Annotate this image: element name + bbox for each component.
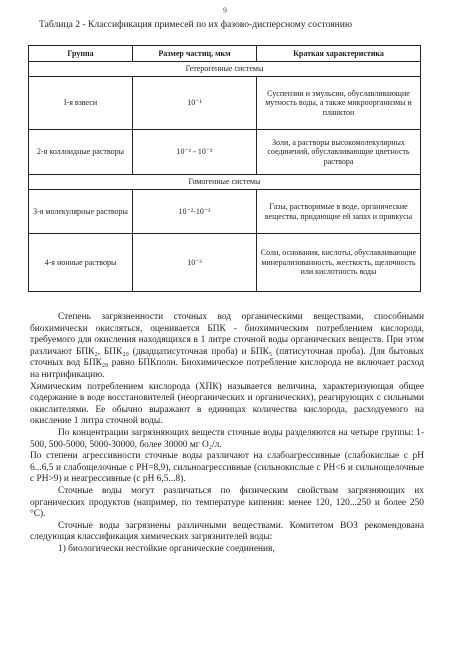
paragraph: Сточные воды могут различаться по физическим свойствам загрязняющих их органических продуктов (например, по температуре кипения: менее 120, 120...250 и более 250 °С). — [30, 485, 424, 520]
table-row — [29, 130, 421, 175]
table-caption: Таблица 2 - Классификация примесей по их фазово-дисперсному состоянию — [39, 19, 353, 30]
cell-particle-size: 10⁻²-10⁻³ — [133, 190, 257, 234]
body-text — [30, 312, 424, 555]
cell-description: Соли, основания, кислоты, обуславливающие минерализованность, жесткость, щелочность или кислотность воды — [257, 234, 421, 292]
cell-group: I-я взвеси — [29, 77, 133, 130]
page-number: 9 — [223, 6, 227, 15]
paragraph: По концентрации загрязняющих веществ сточные воды разделяются на четыре группы: 1-500, 500-5000, 5000-30000, более 30000 мг О₂/л. — [30, 427, 424, 450]
paragraph: Сточные воды загрязнены различными веществами. Комитетом ВОЗ рекомендована следующая классификация химических загрязнителей воды: — [30, 520, 424, 543]
cell-group: 2-я коллоидные растворы — [29, 130, 133, 175]
cell-group: 3-я молекулярные растворы — [29, 190, 133, 234]
paragraph: Химическим потреблением кислорода (ХПК) называется величина, характеризующая общее содержание в воде восстановителей (неорганических и органических), реагирующих с сильными окислителями. Ее обычно выражают в единицах количества кислорода, расходуемого на окисление 1 литра сточной воды. — [30, 381, 424, 427]
paragraph: 1) биологически нестойкие органические соединения, — [58, 543, 275, 554]
cell-description: Газы, растворимые в воде, органические вещества, придающие ей запах и привкусы — [257, 190, 421, 234]
table-row — [29, 190, 421, 234]
cell-particle-size: 10⁻³ — [133, 234, 257, 292]
cell-group: 4-я ионные растворы — [29, 234, 133, 292]
cell-particle-size: 10⁻¹ — [133, 77, 257, 130]
table-header-row — [29, 46, 421, 62]
section-title-heterogeneous: Гетерогенные системы — [29, 62, 421, 77]
paragraph: Степень загрязненности сточных вод органическими веществами, способными биохимически окисляться, оценивается БПК - биохимическим потреблением кислорода, требуемого для окисления находящихся в 1 литре сточной воды органических веществ. При этом различают БПК₂, БПК₂₀ (двадцатисуточная проба) и БПК₅ (пятисуточная проба). Для бытовых сточных вод БПК₂₀ равно БПКполн. Биохимическое потребление кислорода не включает расход на нитрификацию. — [30, 312, 424, 380]
header-group: Группа — [29, 46, 133, 62]
cell-particle-size: 10⁻¹ - 10⁻² — [133, 130, 257, 175]
paragraph: По степени агрессивности сточные воды различают на слабоагрессивные (слабокислые с рН 6...6,5 и слабощелочные с РН=8,9), сильноагрессивные (сильнокислые с РН<6 и сильнощелочные с РН>9) и неагрессивные (с рН 6,5...8). — [30, 451, 424, 485]
classification-table — [28, 45, 421, 292]
header-particle-size: Размер частиц, мкм — [133, 46, 257, 62]
table-row — [29, 234, 421, 292]
cell-description: Золи, а растворы высокомолекулярных соединений, обуславливающие цветность раствора — [257, 130, 421, 175]
cell-description: Суспензии и эмульсии, обуславливающие мутность воды, а также микроорганизмы и планктон — [257, 77, 421, 130]
header-description: Краткая характеристика — [257, 46, 421, 62]
section-title-homogeneous: Гомогенные системы — [29, 175, 421, 190]
table-row — [29, 77, 421, 130]
section-row — [29, 62, 421, 77]
section-row — [29, 175, 421, 190]
